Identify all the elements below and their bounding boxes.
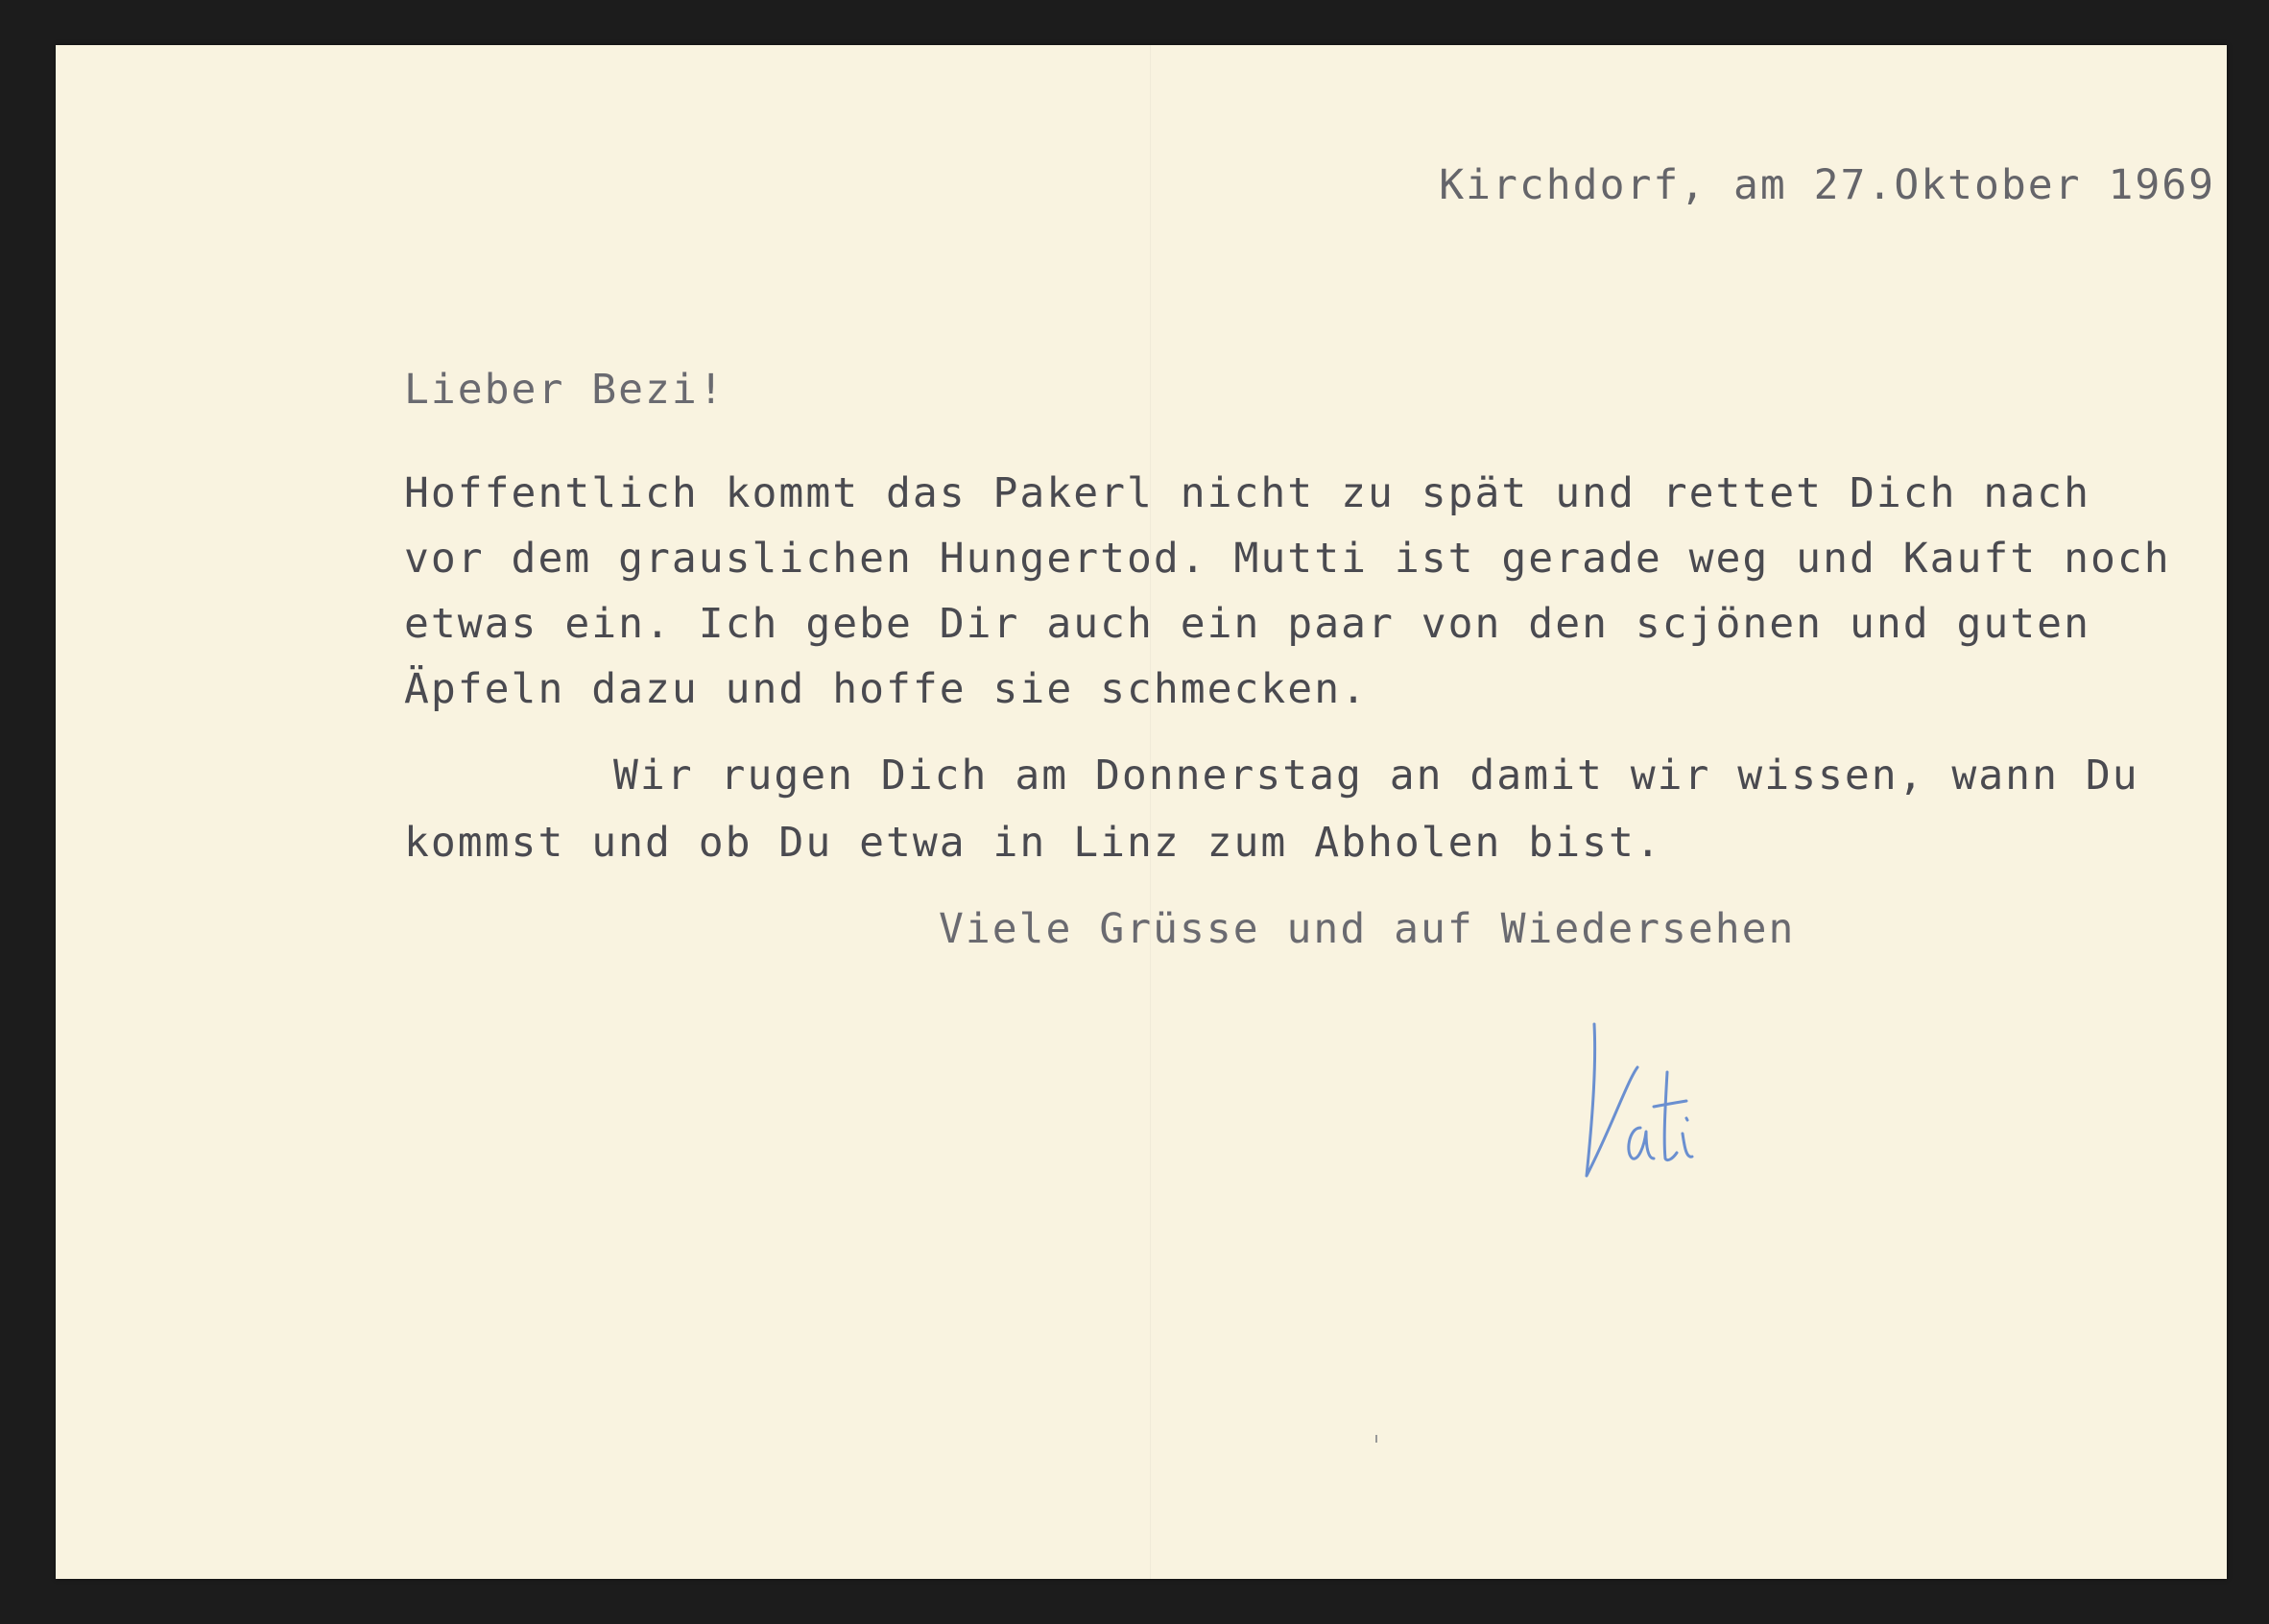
- paper-fold-line: [1150, 45, 1151, 1579]
- letter-paper: [56, 45, 2227, 1579]
- paragraph-1-line-4: Äpfeln dazu und hoffe sie schmecken.: [404, 665, 1368, 713]
- paragraph-2-line-2: kommst und ob Du etwa in Linz zum Abholen bist.: [404, 819, 1662, 867]
- letter-closing: Viele Grüsse und auf Wiedersehen: [939, 905, 1796, 953]
- paragraph-1-line-1: Hoffentlich kommt das Pakerl nicht zu spät und rettet Dich nach: [404, 469, 2090, 517]
- paragraph-1-line-3: etwas ein. Ich gebe Dir auch ein paar von den scjönen und guten: [404, 600, 2090, 648]
- paragraph-2-line-1: Wir rugen Dich am Donnerstag an damit wir wissen, wann Du: [613, 752, 2139, 800]
- letter-salutation: Lieber Bezi!: [404, 366, 726, 414]
- paragraph-1-line-2: vor dem grauslichen Hungertod. Mutti ist gerade weg und Kauft noch: [404, 535, 2171, 583]
- handwritten-signature: [1567, 1015, 1759, 1197]
- paper-mark: [1375, 1435, 1377, 1443]
- letter-date: Kirchdorf, am 27.Oktober 1969: [1439, 161, 2215, 209]
